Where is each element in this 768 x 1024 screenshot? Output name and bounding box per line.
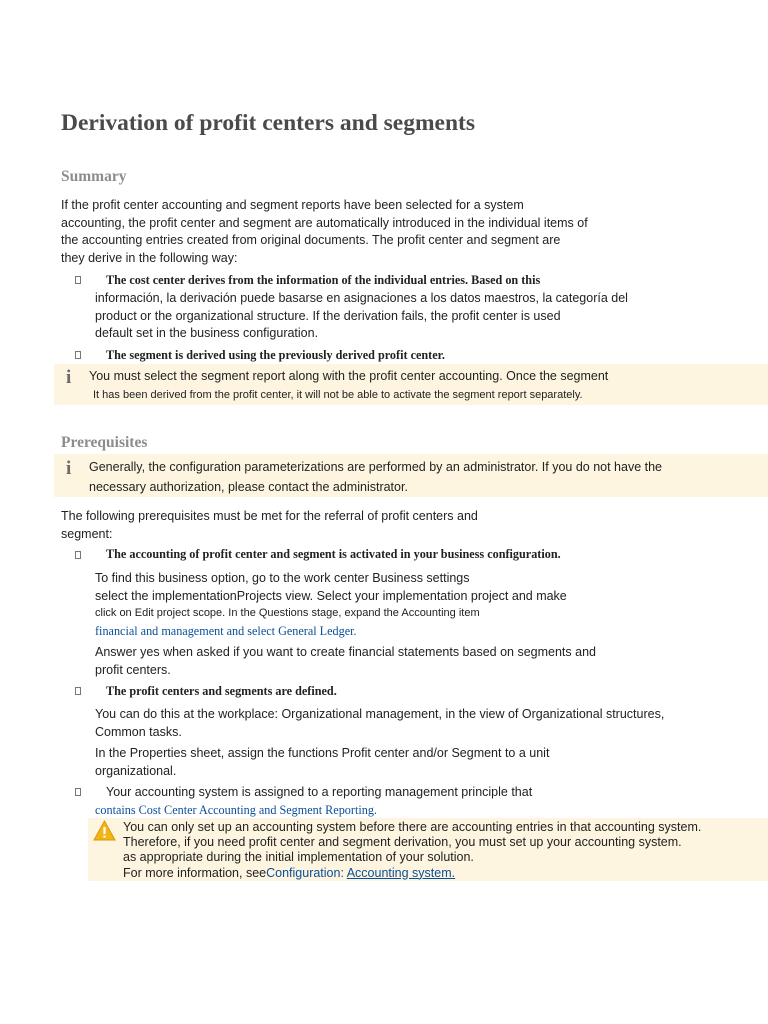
bullet-icon: [75, 551, 81, 559]
note-text: necessary authorization, please contact the administrator.: [89, 480, 408, 494]
bullet-text: Your accounting system is assigned to a reporting management principle that: [106, 785, 533, 799]
summary-heading: Summary: [61, 168, 127, 185]
bullet-icon: [75, 788, 81, 796]
warning-note: [88, 818, 768, 881]
bullet-body: [95, 570, 567, 641]
warning-icon: [93, 820, 116, 841]
info-icon: i: [66, 458, 72, 479]
bullet-text-link: contains Cost Center Accounting and Segment Reporting.: [95, 803, 377, 817]
bullet-title: The accounting of profit center and segment is activated in your business configuration.: [106, 547, 561, 561]
info-note: [54, 364, 768, 405]
text-line: The following prerequisites must be met for the referral of profit centers and: [61, 509, 478, 523]
bullet-icon: [75, 276, 81, 284]
warning-text: [123, 820, 701, 881]
text-line: organizational.: [95, 763, 177, 778]
text-line: Common tasks.: [95, 724, 182, 739]
info-note: [54, 454, 768, 497]
text-line: Answer yes when asked if you want to create financial statements based on segments and: [95, 645, 596, 659]
prerequisites-heading: Prerequisites: [61, 434, 148, 451]
bullet-icon: [75, 687, 81, 695]
text-line: the accounting entries created from original documents. The profit center and segment are: [61, 233, 561, 248]
more-info-prefix: For more information, see: [123, 865, 267, 880]
note-text: Generally, the configuration parameterizations are performed by an administrator. If you do not have the: [89, 460, 663, 474]
summary-paragraph: [61, 197, 588, 268]
page-title: Derivation of profit centers and segments: [61, 110, 476, 136]
bullet-body: [95, 644, 596, 679]
text-line: accounting, the profit center and segment are automatically introduced in the individual items of: [61, 215, 588, 230]
accounting-system-link[interactable]: Accounting system.: [346, 865, 456, 880]
text-line: as appropriate during the initial implementation of your solution.: [123, 850, 474, 865]
bullet-body: [95, 290, 628, 343]
bullet-title: The segment is derived using the previously derived profit center.: [106, 348, 445, 362]
text-line: click on Edit project scope. In the Questions stage, expand the Accounting item: [95, 607, 480, 620]
text-line: Therefore, if you need profit center and segment derivation, you must set up your accounting system.: [123, 835, 682, 850]
info-icon: i: [66, 367, 72, 388]
text-line: financial and management and select General Ledger.: [95, 624, 357, 639]
note-text: It has been derived from the profit center, it will not be able to activate the segment report separately.: [93, 389, 583, 401]
text-line: In the Properties sheet, assign the functions Profit center and/or Segment to a unit: [95, 746, 550, 760]
more-info-line: [123, 866, 701, 881]
bullet-body: [95, 745, 549, 780]
text-line: If the profit center accounting and segment reports have been selected for a system: [61, 198, 524, 212]
text-line: select the implementationProjects view. Select your implementation project and make: [95, 588, 567, 603]
prerequisites-intro: [61, 508, 478, 543]
text-line: segment:: [61, 526, 113, 541]
text-line: default set in the business configuration.: [95, 326, 319, 341]
note-text: You must select the segment report along with the profit center accounting. Once the segment: [89, 369, 609, 383]
bullet-body: [95, 706, 664, 741]
text-line: they derive in the following way:: [61, 251, 238, 266]
bullet-title: The cost center derives from the information of the individual entries. Based on this: [106, 273, 541, 287]
bullet-title: The profit centers and segments are defined.: [106, 684, 337, 698]
text-line: You can do this at the workplace: Organizational management, in the view of Organizational structures,: [95, 707, 665, 721]
text-line: información, la derivación puede basarse en asignaciones a los datos maestros, la categoría del: [95, 291, 628, 305]
text-line: To find this business option, go to the work center Business settings: [95, 571, 470, 585]
bullet-icon: [75, 351, 81, 359]
configuration-link[interactable]: Configuration:: [266, 865, 347, 880]
text-line: profit centers.: [95, 662, 171, 677]
text-line: product or the organizational structure. If the derivation fails, the profit center is used: [95, 308, 561, 323]
text-line: You can only set up an accounting system before there are accounting entries in that accounting system.: [123, 820, 702, 834]
